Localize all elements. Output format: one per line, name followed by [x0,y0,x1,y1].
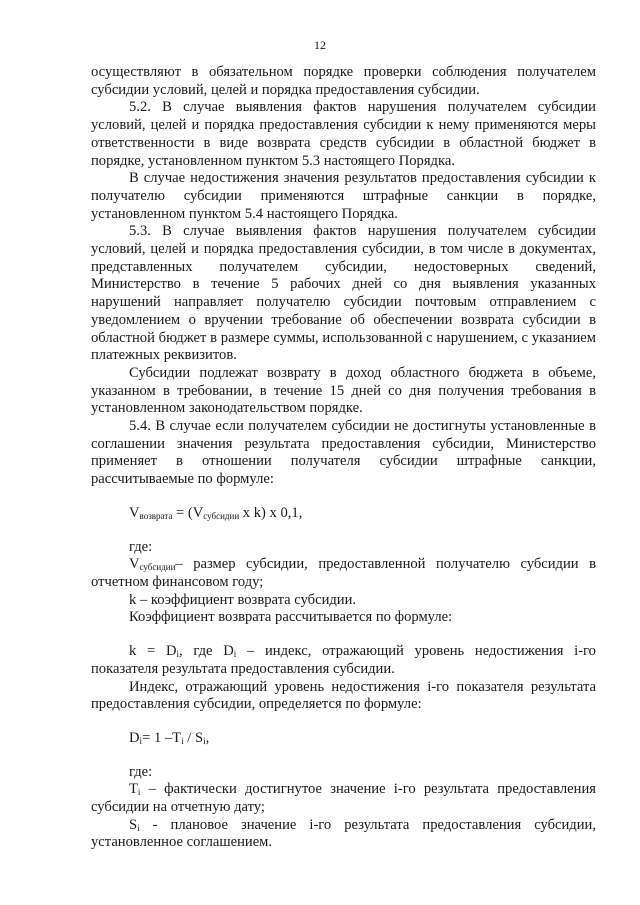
where-label-2: где: [129,763,153,780]
formula-k: $k = D_i$, где $D_i$ – индекс, отражающий уровень недостижения i-го показателя результата предоставления субсидии. [91,643,596,677]
document-body [91,64,596,852]
k-formula-intro: Коэффициент возврата рассчитывается по формуле: [129,609,453,626]
definition-t: $T_i$ – фактически достигнутое значение i-го результата предоставления субсидии на отчетную дату; [91,781,596,816]
d-formula-intro: Индекс, отражающий уровень недостижения i-го показателя результата предоставления субсидии, определяется по формуле: [91,678,596,713]
where-label: где: [129,538,153,555]
page-number: 12 [314,38,326,52]
paragraph-refund: Субсидии подлежат возврату в доход областного бюджета в объеме, указанном в требовании, в течение 15 дней со дня получения требования в установленном законодательством порядке. [91,364,596,417]
formula-d: $D_i= 1$ $-T_i / S_i$, [129,729,210,746]
formula-refund-amount: $V_{возврата} = (V_{субсидии}$ x k) x 0,1, [129,504,303,521]
paragraph-penalty-ref: В случае недостижения значения результатов предоставления субсидии к получателю субсидии применяются штрафные санкции в порядке, установленном пунктом 5.4 настоящего Порядка. [91,170,596,222]
paragraph-5-4: 5.4. В случае если получателем субсидии не достигнуты установленные в соглашении значения результата предоставления субсидии, Министерство применяет в отношении получателя субсидии штрафные санкции, рассчитываемые по формуле: [91,418,596,488]
definition-v-subsidy: $V_{субсидии}-$ размер субсидии, предоставленной получателю субсидии в отчетном финансовом году; [91,556,596,590]
definition-k: k – коэффициент возврата субсидии. [129,591,357,608]
paragraph-5-2: 5.2. В случае выявления фактов нарушения получателем субсидии условий, целей и порядка предоставления субсидии к нему применяются меры ответственности в виде возврата средств субсидии в областной бюджет в порядке, установленном пунктом 5.3 настоящего Порядка. [91,99,596,169]
definition-s: $S_i$ - плановое значение i-го результата предоставления субсидии, установленное соглашением. [91,816,596,851]
paragraph-5-3: 5.3. В случае выявления фактов нарушения получателем субсидии условий, целей и порядка предоставления субсидии, в том числе в документах, представленных получателем субсидии, недостоверных сведений, Министерство в течение 5 рабочих дней со дня выявления указанных нарушений направляет получателю субсидии почтовым отправлением с уведомлением о вручении требование об обеспечении возврата субсидии в областной бюджет в размере суммы, использованной с нарушением, с указанием платежных реквизитов. [91,223,596,364]
paragraph-intro: осуществляют в обязательном порядке проверки соблюдения получателем субсидии условий, целей и порядка предоставления субсидии. [91,64,596,98]
